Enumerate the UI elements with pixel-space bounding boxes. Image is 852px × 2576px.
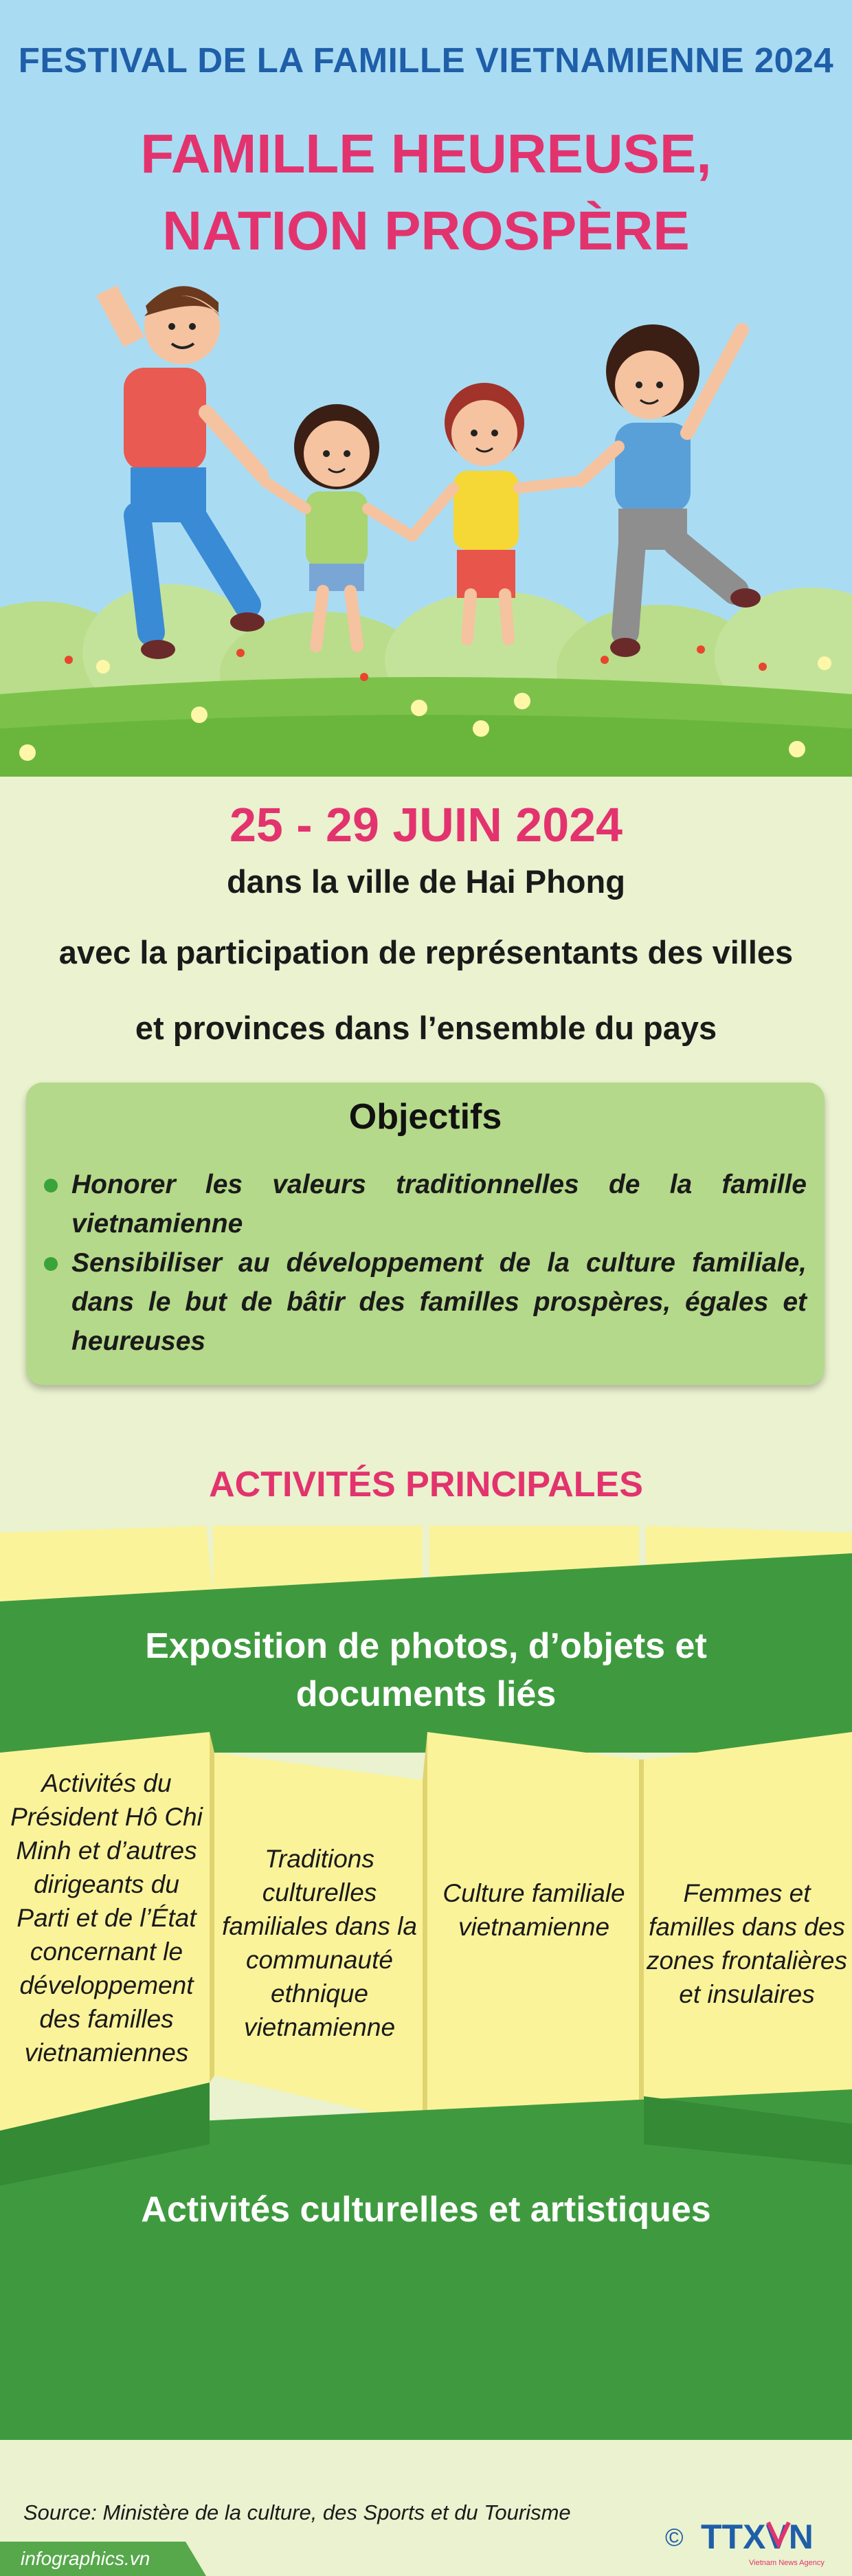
objectives-list [44, 1165, 807, 1361]
theme-text-1: Activités du Président Hô Chi Minh et d’autres dirigeants du Parti et de l’État concernant le développement des familles vietnamiennes [10, 1769, 203, 2067]
family-illustration [0, 247, 852, 777]
objectives-box [26, 1082, 825, 1385]
exhibition-title: Exposition de photos, d’objets et documents liés [145, 1626, 707, 1714]
culture-title: Activités culturelles et artistiques [141, 2190, 711, 2230]
objective-text: Sensibiliser au développement de la culture familiale, dans le but de bâtir des familles prospères, égales et heureuses [71, 1248, 807, 1356]
event-city: dans la ville de Hai Phong [227, 863, 625, 900]
event-dates: 25 - 29 JUIN 2024 [229, 798, 623, 852]
copyright-symbol: © [665, 2523, 684, 2551]
objective-item [44, 1243, 807, 1361]
logo-text: TTXVN [701, 2518, 814, 2556]
theme-text-2: Traditions culturelles familiales dans la communauté ethnique vietnamienne [222, 1845, 417, 2041]
activities-title: ACTIVITÉS PRINCIPALES [209, 1465, 643, 1504]
objective-text: Honorer les valeurs traditionnelles de la famille vietnamienne [71, 1170, 807, 1239]
footer [0, 2440, 852, 2576]
site-link[interactable]: infographics.vn [21, 2548, 150, 2569]
participation-line-2: et provinces dans l’ensemble du pays [135, 1010, 717, 1046]
participation-line-1: avec la participation de représentants des villes [58, 934, 794, 970]
theme-text-3: Culture familiale vietnamienne [442, 1879, 625, 1941]
bullet-icon [44, 1179, 58, 1192]
festival-title: FESTIVAL DE LA FAMILLE VIETNAMIENNE 2024 [18, 41, 834, 80]
slogan-line-1: FAMILLE HEUREUSE, [140, 123, 712, 184]
slogan-line-2: NATION PROSPÈRE [162, 200, 690, 261]
source-note: Source: Ministère de la culture, des Sports et du Tourisme [23, 2500, 571, 2524]
logo-subtext: Vietnam News Agency [749, 2559, 825, 2567]
objective-item [44, 1165, 807, 1243]
activities-section [0, 1526, 852, 2440]
girl-figure [265, 404, 412, 646]
objectives-title: Objectifs [348, 1097, 502, 1137]
hero-section [0, 0, 852, 777]
ttxvn-logo [665, 2517, 837, 2572]
bullet-icon [44, 1257, 58, 1271]
info-section [0, 777, 852, 1526]
theme-text-4: Femmes et familles dans des zones frontalières et insulaires [646, 1879, 848, 2008]
